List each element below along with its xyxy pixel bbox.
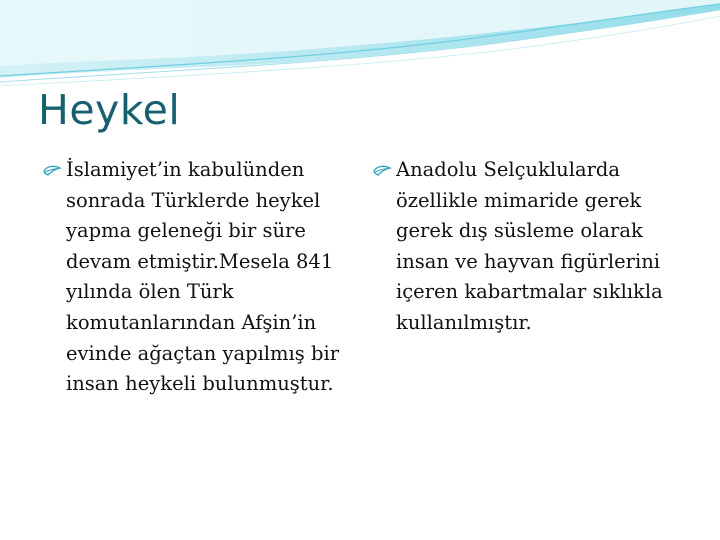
bullet-item xyxy=(42,155,352,400)
bullet-item xyxy=(372,155,692,339)
content-column-left xyxy=(42,155,352,400)
bullet-text: Anadolu Selçuklularda özellikle mimaride gerek gerek dış süsleme olarak insan ve hayvan figürlerini içeren kabartmalar sıklıkla kullanılmıştır. xyxy=(396,158,663,334)
bullet-text: İslamiyet’in kabulünden sonrada Türklerde heykel yapma geleneği bir süre devam etmiştir.Mesela 841 yılında ölen Türk komutanlarından Afşin’in evinde ağaçtan yapılmış bir insan heykeli bulunmuştur. xyxy=(66,158,340,396)
leaf-bullet-icon xyxy=(42,155,66,186)
header-wave-decoration xyxy=(0,0,720,90)
content-column-right xyxy=(372,155,692,339)
leaf-bullet-icon xyxy=(372,155,396,186)
slide-title: Heykel xyxy=(38,86,181,134)
